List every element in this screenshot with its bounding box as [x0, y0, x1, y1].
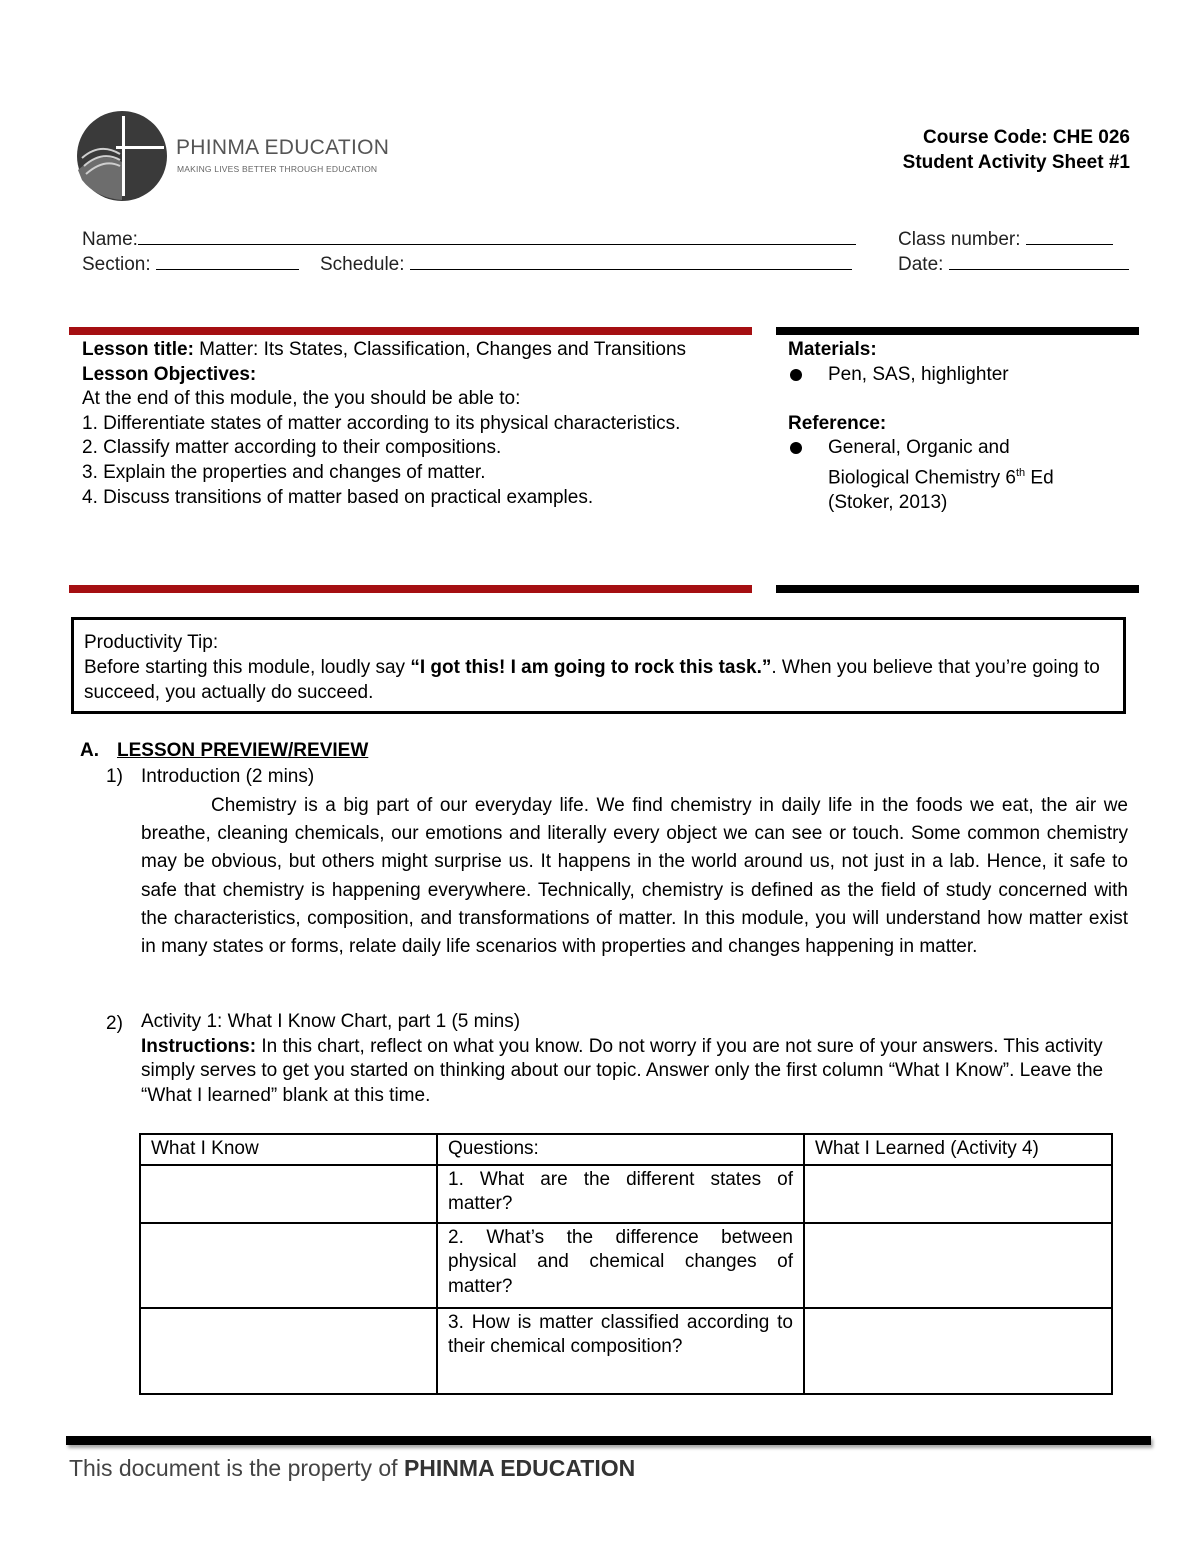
- what-i-learned-cell[interactable]: [804, 1165, 1112, 1223]
- activity-instructions: [141, 1010, 1131, 1108]
- table-row: [140, 1165, 1112, 1223]
- productivity-tip-box: [71, 617, 1126, 714]
- schedule-blank[interactable]: [410, 251, 852, 270]
- table-row: [140, 1308, 1112, 1394]
- footer-text: This document is the property of PHINMA EDUCATION: [69, 1455, 636, 1481]
- activity-sheet-number: Student Activity Sheet #1: [902, 152, 1130, 173]
- table-header-row: [140, 1134, 1112, 1165]
- class-number-field[interactable]: [898, 226, 1113, 251]
- materials-heading: Materials:: [788, 339, 877, 360]
- table-row: [140, 1223, 1112, 1308]
- what-i-learned-cell[interactable]: [804, 1223, 1112, 1308]
- column-header: What I Know: [140, 1134, 437, 1165]
- reference-heading: Reference:: [788, 412, 887, 434]
- column-header: What I Learned (Activity 4): [804, 1134, 1112, 1165]
- question-cell: 1. What are the different states of matter?: [437, 1165, 804, 1223]
- course-header: [903, 125, 1130, 175]
- question-cell: 3. How is matter classified according to their chemical composition?: [437, 1308, 804, 1394]
- materials-item: Pen, SAS, highlighter: [788, 363, 1128, 388]
- column-header: Questions:: [437, 1134, 804, 1165]
- logo-tagline: MAKING LIVES BETTER THROUGH EDUCATION: [177, 164, 378, 174]
- section-field[interactable]: [82, 251, 299, 276]
- date-label: Date:: [898, 254, 944, 275]
- name-field[interactable]: [82, 226, 856, 251]
- instructions-text: Instructions: In this chart, reflect on what you know. Do not worry if you are not sure of your answers. This activity simply serves to get you started on thinking about our topic. Answer only the first column “What I Know”. Leave the “What I learned” blank at this time.: [141, 1035, 1104, 1106]
- class-number-label: Class number:: [898, 229, 1021, 250]
- date-blank[interactable]: [949, 251, 1129, 270]
- schedule-label: Schedule:: [320, 254, 405, 275]
- date-field[interactable]: [898, 251, 1129, 276]
- lesson-title: Lesson title: Matter: Its States, Classification, Changes and Transitions: [82, 339, 687, 360]
- objectives-heading: Lesson Objectives:: [82, 363, 257, 385]
- item-number: 2): [106, 1013, 123, 1034]
- objective-item: 2. Classify matter according to their compositions.: [82, 437, 502, 459]
- objectives-intro: At the end of this module, the you should be able to:: [82, 388, 521, 410]
- lesson-info: [82, 338, 722, 510]
- introduction-body: Chemistry is a big part of our everyday life. We find chemistry in daily life in the foods we eat, the air we breathe, cleaning chemicals, our emotions and literally every object we can see or touch. Some common chemistry may be obvious, but others might surprise us. It happens in the world around us, not just in a lab. Hence, it safe to safe that chemistry is happening everywhere. Technically, chemistry is defined as the field of study concerned with the characteristics, composition, and transformations of matter. In this module, you will understand how matter exist in many states or forms, relate daily life scenarios with properties and changes happening in matter.: [141, 795, 1128, 958]
- lesson-bottom-rule: [69, 585, 752, 593]
- what-i-know-chart: [139, 1133, 1113, 1395]
- materials-top-rule: [776, 327, 1139, 335]
- item-number: 1): [106, 766, 123, 787]
- introduction-title: Introduction (2 mins): [141, 766, 315, 787]
- bullet-icon: [788, 363, 828, 388]
- section-heading: A. LESSON PREVIEW/REVIEW: [80, 740, 369, 761]
- logo-title: PHINMA EDUCATION: [176, 136, 390, 159]
- schedule-field[interactable]: [320, 251, 852, 276]
- reference-item: General, Organic and Biological Chemistry 6th Ed (Stoker, 2013): [788, 436, 1128, 515]
- name-label: Name:: [82, 229, 138, 250]
- tip-text: Before starting this module, loudly say “I got this! I am going to rock this task.”. When you believe that you’re going to succeed, you actually do succeed.: [84, 657, 1100, 703]
- name-blank[interactable]: [138, 226, 856, 245]
- objective-item: 4. Discuss transitions of matter based on practical examples.: [82, 486, 594, 508]
- question-cell: 2. What’s the difference between physical and chemical changes of matter?: [437, 1223, 804, 1308]
- what-i-know-cell[interactable]: [140, 1308, 437, 1394]
- objective-item: 1. Differentiate states of matter according to its physical characteristics.: [82, 412, 681, 434]
- materials-bottom-rule: [776, 585, 1139, 593]
- tip-label: Productivity Tip:: [84, 632, 219, 653]
- objective-item: 3. Explain the properties and changes of matter.: [82, 461, 486, 483]
- what-i-learned-cell[interactable]: [804, 1308, 1112, 1394]
- activity-title: Activity 1: What I Know Chart, part 1 (5 mins): [141, 1011, 521, 1032]
- footer-rule: [66, 1436, 1151, 1445]
- lesson-top-rule: [69, 327, 752, 335]
- what-i-know-cell[interactable]: [140, 1223, 437, 1308]
- section-label: Section:: [82, 254, 151, 275]
- materials-info: [788, 338, 1128, 515]
- class-number-blank[interactable]: [1026, 226, 1113, 245]
- bullet-icon: [788, 436, 828, 515]
- section-blank[interactable]: [156, 251, 299, 270]
- what-i-know-cell[interactable]: [140, 1165, 437, 1223]
- course-code: Course Code: CHE 026: [923, 127, 1130, 148]
- phinma-logo-icon: [76, 110, 168, 202]
